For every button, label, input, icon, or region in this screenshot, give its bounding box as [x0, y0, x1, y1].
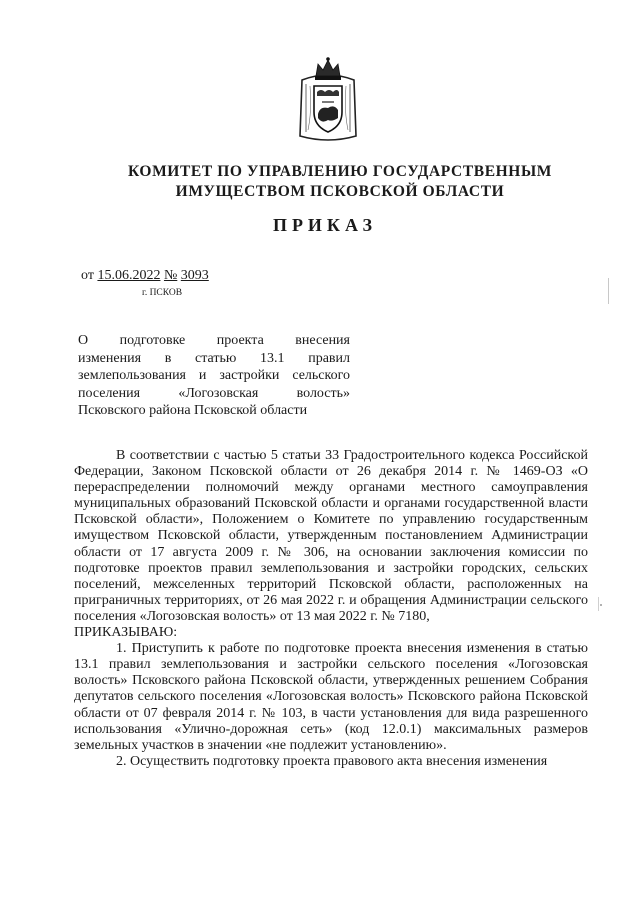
coat-of-arms-icon [298, 56, 358, 142]
city-label: г. ПСКОВ [142, 288, 183, 298]
document-body [74, 448, 588, 770]
org-name-line-1: КОМИТЕТ ПО УПРАВЛЕНИЮ ГОСУДАРСТВЕННЫМ [127, 163, 553, 180]
scan-speck [600, 604, 602, 606]
order-word: ПРИКАЗЫВАЮ: [74, 625, 178, 641]
preamble-paragraph: В соответствии с частью 5 статьи 33 Градостроительного кодекса Российской Федерации, Законом Псковской области от 26 декабря 2014 г. № 1469-ОЗ «О перераспределении полномочий между органами местного самоуправления муниципальных образований Псковской области и органами государственной власти Псковской области», Положением о Комитете по управлению государственным имуществом Псковской области, утвержденным постановлением Администрации области от 17 августа 2009 г. № 306, на основании заключения комиссии по подготовке проектов правил землепользования и застройки городских, сельских поселений, межселенных территорий Псковской области, расположенных на приграничных территориях, от 26 мая 2022 г. и обращения Администрации сельского поселения «Логозовская волость» от 13 мая 2022 г. № 7180, [74, 448, 588, 624]
scan-margin-mark [598, 597, 599, 611]
subject-line: землепользования и застройки сельского [78, 368, 350, 384]
document-number: 3093 [180, 268, 209, 283]
subject-line: поселения «Логозовская волость» [78, 385, 350, 401]
document-type-title: ПРИКАЗ [272, 215, 378, 235]
number-sign: № [163, 268, 178, 283]
subject-line: Псковского района Псковской области [78, 403, 308, 419]
document-subject [78, 332, 350, 420]
order-item-1: 1. Приступить к работе по подготовке проекта внесения изменения в статью 13.1 правил землепользования и застройки сельского поселения «Логозовская волость» Псковского района Псковской области, утвержденных решением Собрания депутатов сельского поселения «Логозовская волость» Псковского района Псковской области от 07 февраля 2014 г. № 103, в части установления для вида разрешенного использования «Улично-дорожная сеть» (код 12.0.1) максимальных размеров земельных участков в значении «не подлежит установлению». [74, 641, 588, 753]
subject-line: О подготовке проекта внесения [78, 333, 350, 348]
org-name-line-2: ИМУЩЕСТВОМ ПСКОВСКОЙ ОБЛАСТИ [175, 183, 505, 200]
order-item-2: 2. Осуществить подготовку проекта правового акта внесения изменения [116, 753, 548, 769]
date-number-line [81, 268, 209, 284]
date-prefix: от [81, 268, 94, 283]
scan-margin-mark [608, 278, 609, 304]
org-name [90, 162, 590, 202]
document-date: 15.06.2022 [97, 268, 161, 283]
subject-line: изменения в статью 13.1 правил [78, 350, 350, 366]
